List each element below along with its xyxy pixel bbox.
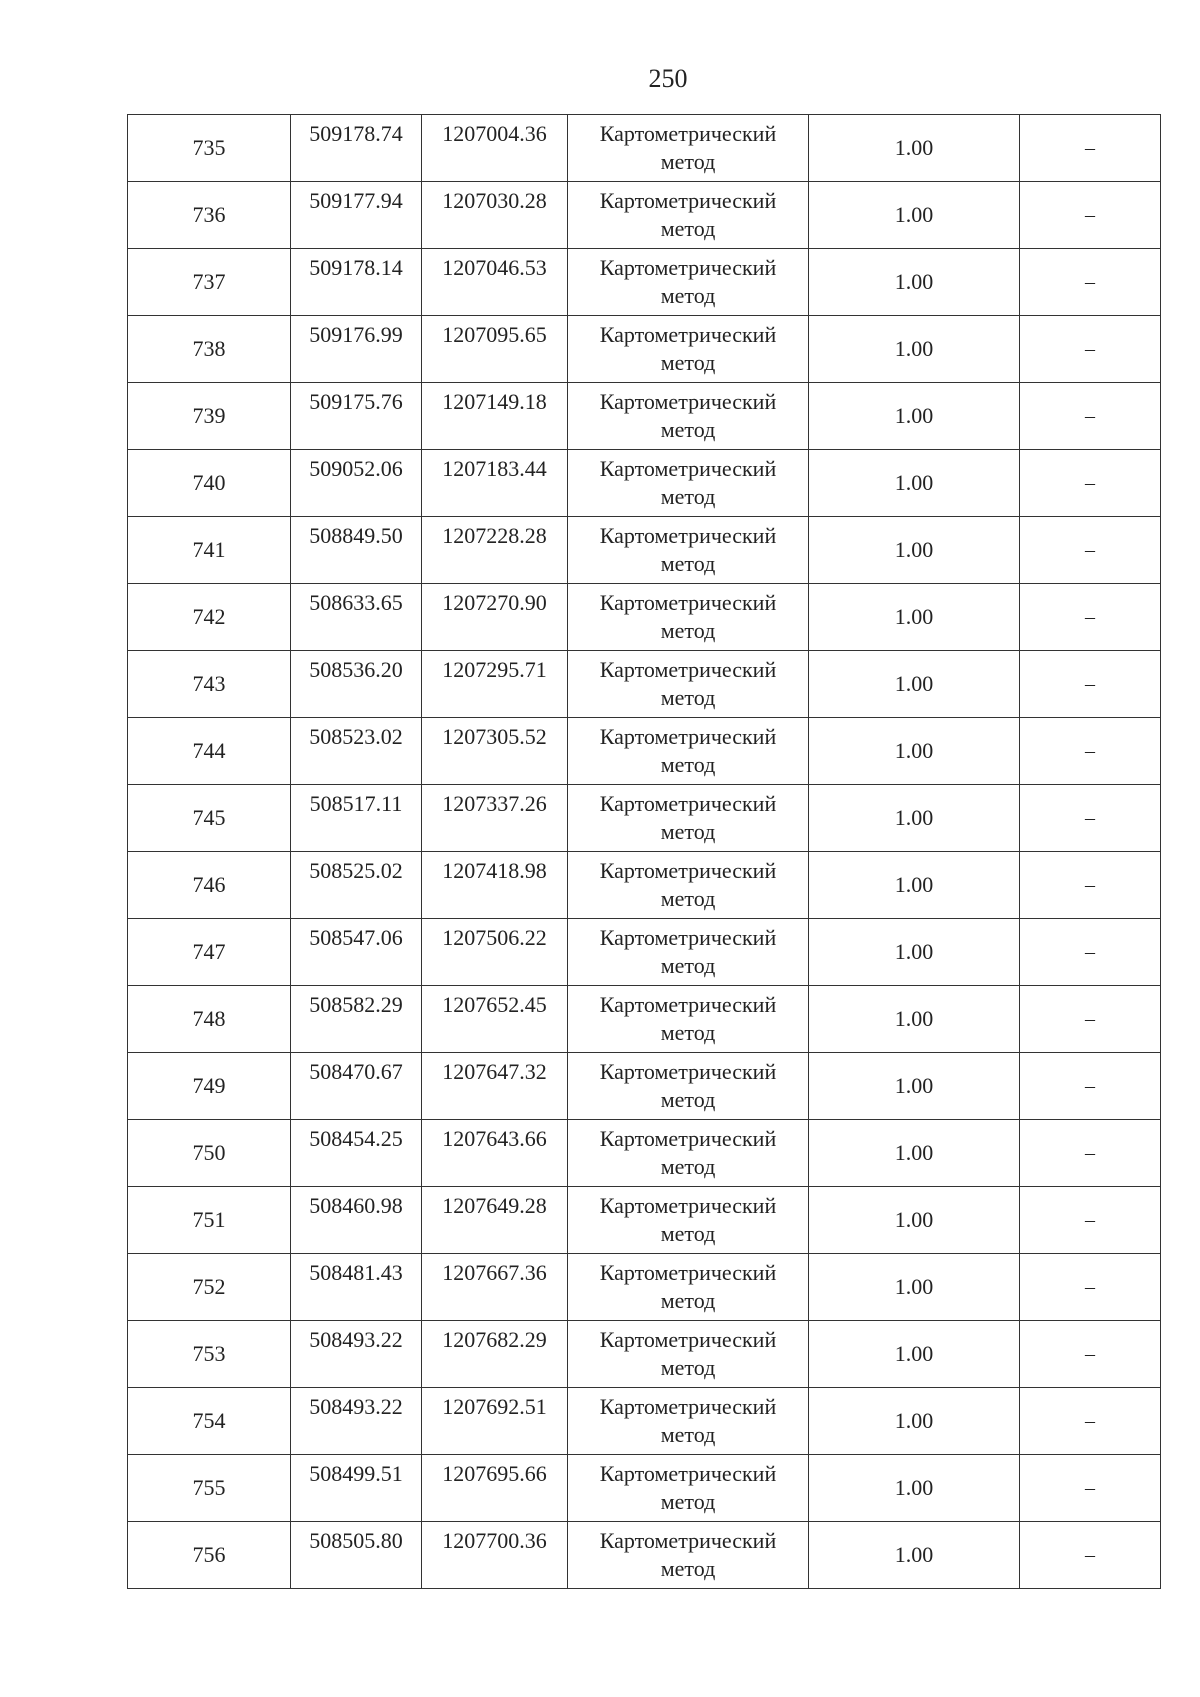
x-coordinate-cell: 509178.14 xyxy=(291,249,422,316)
note-cell: – xyxy=(1020,1187,1161,1254)
method-line-1: Картометрический xyxy=(599,657,777,682)
method-cell xyxy=(568,919,809,986)
method-line-1: Картометрический xyxy=(599,858,777,883)
table-row xyxy=(128,986,1161,1053)
point-number-cell: 751 xyxy=(128,1187,291,1254)
accuracy-cell: 1.00 xyxy=(809,182,1020,249)
method-cell xyxy=(568,316,809,383)
x-coordinate-cell: 508481.43 xyxy=(291,1254,422,1321)
table-row xyxy=(128,919,1161,986)
y-coordinate-cell: 1207095.65 xyxy=(422,316,568,383)
note-cell: – xyxy=(1020,1120,1161,1187)
table-row xyxy=(128,1455,1161,1522)
x-coordinate-cell: 508633.65 xyxy=(291,584,422,651)
point-number-cell: 736 xyxy=(128,182,291,249)
method-line-1: Картометрический xyxy=(599,1126,777,1151)
x-coordinate-cell: 508470.67 xyxy=(291,1053,422,1120)
table-row xyxy=(128,651,1161,718)
accuracy-cell: 1.00 xyxy=(809,852,1020,919)
note-cell: – xyxy=(1020,316,1161,383)
y-coordinate-cell: 1207667.36 xyxy=(422,1254,568,1321)
page-number: 250 xyxy=(648,64,688,93)
method-line-1: Картометрический xyxy=(599,1193,777,1218)
accuracy-cell: 1.00 xyxy=(809,1388,1020,1455)
accuracy-cell: 1.00 xyxy=(809,450,1020,517)
method-line-1: Картометрический xyxy=(599,1059,777,1084)
table-row xyxy=(128,316,1161,383)
point-number-cell: 749 xyxy=(128,1053,291,1120)
point-number-cell: 740 xyxy=(128,450,291,517)
method-line-2: метод xyxy=(660,685,716,710)
method-line-2: метод xyxy=(660,1154,716,1179)
method-line-1: Картометрический xyxy=(599,121,777,146)
point-number-cell: 738 xyxy=(128,316,291,383)
method-cell xyxy=(568,1522,809,1589)
y-coordinate-cell: 1207270.90 xyxy=(422,584,568,651)
y-coordinate-cell: 1207695.66 xyxy=(422,1455,568,1522)
accuracy-cell: 1.00 xyxy=(809,1522,1020,1589)
x-coordinate-cell: 509178.74 xyxy=(291,115,422,182)
y-coordinate-cell: 1207649.28 xyxy=(422,1187,568,1254)
table-row xyxy=(128,249,1161,316)
point-number-cell: 742 xyxy=(128,584,291,651)
method-line-2: метод xyxy=(660,1087,716,1112)
y-coordinate-cell: 1207692.51 xyxy=(422,1388,568,1455)
method-cell xyxy=(568,249,809,316)
point-number-cell: 741 xyxy=(128,517,291,584)
method-line-2: метод xyxy=(660,1355,716,1380)
method-line-1: Картометрический xyxy=(599,1461,777,1486)
method-cell xyxy=(568,450,809,517)
point-number-cell: 737 xyxy=(128,249,291,316)
y-coordinate-cell: 1207643.66 xyxy=(422,1120,568,1187)
accuracy-cell: 1.00 xyxy=(809,1321,1020,1388)
method-line-2: метод xyxy=(660,1489,716,1514)
method-line-1: Картометрический xyxy=(599,322,777,347)
method-line-2: метод xyxy=(660,752,716,777)
accuracy-cell: 1.00 xyxy=(809,249,1020,316)
note-cell: – xyxy=(1020,1388,1161,1455)
method-line-1: Картометрический xyxy=(599,724,777,749)
y-coordinate-cell: 1207004.36 xyxy=(422,115,568,182)
table-row xyxy=(128,718,1161,785)
method-line-2: метод xyxy=(660,216,716,241)
table-row xyxy=(128,115,1161,182)
point-number-cell: 750 xyxy=(128,1120,291,1187)
table-row xyxy=(128,1120,1161,1187)
method-cell xyxy=(568,517,809,584)
method-line-2: метод xyxy=(660,1221,716,1246)
table-row xyxy=(128,1321,1161,1388)
accuracy-cell: 1.00 xyxy=(809,651,1020,718)
note-cell: – xyxy=(1020,115,1161,182)
note-cell: – xyxy=(1020,718,1161,785)
note-cell: – xyxy=(1020,1522,1161,1589)
note-cell: – xyxy=(1020,651,1161,718)
y-coordinate-cell: 1207506.22 xyxy=(422,919,568,986)
method-line-1: Картометрический xyxy=(599,523,777,548)
x-coordinate-cell: 508460.98 xyxy=(291,1187,422,1254)
x-coordinate-cell: 508536.20 xyxy=(291,651,422,718)
method-line-2: метод xyxy=(660,1020,716,1045)
accuracy-cell: 1.00 xyxy=(809,986,1020,1053)
method-cell xyxy=(568,785,809,852)
point-number-cell: 755 xyxy=(128,1455,291,1522)
method-line-1: Картометрический xyxy=(599,255,777,280)
table-row xyxy=(128,584,1161,651)
x-coordinate-cell: 508547.06 xyxy=(291,919,422,986)
accuracy-cell: 1.00 xyxy=(809,383,1020,450)
point-number-cell: 743 xyxy=(128,651,291,718)
table-row xyxy=(128,785,1161,852)
point-number-cell: 748 xyxy=(128,986,291,1053)
y-coordinate-cell: 1207183.44 xyxy=(422,450,568,517)
table-row xyxy=(128,1187,1161,1254)
table-body xyxy=(128,115,1161,1589)
table-row xyxy=(128,383,1161,450)
y-coordinate-cell: 1207228.28 xyxy=(422,517,568,584)
x-coordinate-cell: 508525.02 xyxy=(291,852,422,919)
y-coordinate-cell: 1207682.29 xyxy=(422,1321,568,1388)
method-cell xyxy=(568,651,809,718)
accuracy-cell: 1.00 xyxy=(809,1187,1020,1254)
y-coordinate-cell: 1207418.98 xyxy=(422,852,568,919)
note-cell: – xyxy=(1020,785,1161,852)
note-cell: – xyxy=(1020,1254,1161,1321)
method-cell xyxy=(568,383,809,450)
note-cell: – xyxy=(1020,182,1161,249)
point-number-cell: 756 xyxy=(128,1522,291,1589)
x-coordinate-cell: 508493.22 xyxy=(291,1388,422,1455)
x-coordinate-cell: 508849.50 xyxy=(291,517,422,584)
note-cell: – xyxy=(1020,1053,1161,1120)
point-number-cell: 739 xyxy=(128,383,291,450)
note-cell: – xyxy=(1020,986,1161,1053)
method-line-2: метод xyxy=(660,149,716,174)
method-cell xyxy=(568,1120,809,1187)
note-cell: – xyxy=(1020,919,1161,986)
method-cell xyxy=(568,1187,809,1254)
method-line-2: метод xyxy=(660,283,716,308)
accuracy-cell: 1.00 xyxy=(809,115,1020,182)
x-coordinate-cell: 508493.22 xyxy=(291,1321,422,1388)
method-line-2: метод xyxy=(660,551,716,576)
method-line-1: Картометрический xyxy=(599,590,777,615)
point-number-cell: 752 xyxy=(128,1254,291,1321)
y-coordinate-cell: 1207305.52 xyxy=(422,718,568,785)
table-row xyxy=(128,1053,1161,1120)
method-cell xyxy=(568,1053,809,1120)
note-cell: – xyxy=(1020,249,1161,316)
method-cell xyxy=(568,1321,809,1388)
note-cell: – xyxy=(1020,852,1161,919)
table-row xyxy=(128,1254,1161,1321)
method-line-2: метод xyxy=(660,819,716,844)
accuracy-cell: 1.00 xyxy=(809,517,1020,584)
table-row xyxy=(128,1522,1161,1589)
method-line-1: Картометрический xyxy=(599,791,777,816)
accuracy-cell: 1.00 xyxy=(809,1254,1020,1321)
accuracy-cell: 1.00 xyxy=(809,1455,1020,1522)
method-line-1: Картометрический xyxy=(599,456,777,481)
coordinates-table xyxy=(127,114,1161,1589)
method-line-1: Картометрический xyxy=(599,188,777,213)
point-number-cell: 745 xyxy=(128,785,291,852)
x-coordinate-cell: 508499.51 xyxy=(291,1455,422,1522)
note-cell: – xyxy=(1020,1321,1161,1388)
method-line-2: метод xyxy=(660,1422,716,1447)
table-row xyxy=(128,182,1161,249)
method-line-2: метод xyxy=(660,1288,716,1313)
accuracy-cell: 1.00 xyxy=(809,316,1020,383)
method-line-2: метод xyxy=(660,484,716,509)
table-row xyxy=(128,517,1161,584)
method-line-2: метод xyxy=(660,618,716,643)
method-line-2: метод xyxy=(660,417,716,442)
method-cell xyxy=(568,584,809,651)
point-number-cell: 753 xyxy=(128,1321,291,1388)
point-number-cell: 744 xyxy=(128,718,291,785)
accuracy-cell: 1.00 xyxy=(809,718,1020,785)
y-coordinate-cell: 1207647.32 xyxy=(422,1053,568,1120)
accuracy-cell: 1.00 xyxy=(809,919,1020,986)
table-row xyxy=(128,1388,1161,1455)
method-cell xyxy=(568,182,809,249)
x-coordinate-cell: 508523.02 xyxy=(291,718,422,785)
x-coordinate-cell: 509175.76 xyxy=(291,383,422,450)
method-line-2: метод xyxy=(660,886,716,911)
y-coordinate-cell: 1207337.26 xyxy=(422,785,568,852)
method-line-1: Картометрический xyxy=(599,1528,777,1553)
x-coordinate-cell: 508454.25 xyxy=(291,1120,422,1187)
method-line-2: метод xyxy=(660,1556,716,1581)
y-coordinate-cell: 1207700.36 xyxy=(422,1522,568,1589)
x-coordinate-cell: 509177.94 xyxy=(291,182,422,249)
table-row xyxy=(128,450,1161,517)
method-cell xyxy=(568,115,809,182)
y-coordinate-cell: 1207149.18 xyxy=(422,383,568,450)
point-number-cell: 735 xyxy=(128,115,291,182)
y-coordinate-cell: 1207046.53 xyxy=(422,249,568,316)
x-coordinate-cell: 508505.80 xyxy=(291,1522,422,1589)
x-coordinate-cell: 508517.11 xyxy=(291,785,422,852)
table-row xyxy=(128,852,1161,919)
point-number-cell: 754 xyxy=(128,1388,291,1455)
method-line-1: Картометрический xyxy=(599,1327,777,1352)
y-coordinate-cell: 1207295.71 xyxy=(422,651,568,718)
method-cell xyxy=(568,718,809,785)
accuracy-cell: 1.00 xyxy=(809,785,1020,852)
method-cell xyxy=(568,852,809,919)
accuracy-cell: 1.00 xyxy=(809,584,1020,651)
x-coordinate-cell: 509176.99 xyxy=(291,316,422,383)
point-number-cell: 746 xyxy=(128,852,291,919)
x-coordinate-cell: 509052.06 xyxy=(291,450,422,517)
point-number-cell: 747 xyxy=(128,919,291,986)
method-cell xyxy=(568,1388,809,1455)
x-coordinate-cell: 508582.29 xyxy=(291,986,422,1053)
method-line-1: Картометрический xyxy=(599,992,777,1017)
method-line-1: Картометрический xyxy=(599,389,777,414)
method-cell xyxy=(568,1455,809,1522)
note-cell: – xyxy=(1020,584,1161,651)
method-line-1: Картометрический xyxy=(599,1260,777,1285)
method-line-2: метод xyxy=(660,953,716,978)
note-cell: – xyxy=(1020,450,1161,517)
note-cell: – xyxy=(1020,517,1161,584)
method-line-2: метод xyxy=(660,350,716,375)
accuracy-cell: 1.00 xyxy=(809,1053,1020,1120)
method-line-1: Картометрический xyxy=(599,1394,777,1419)
method-cell xyxy=(568,1254,809,1321)
method-line-1: Картометрический xyxy=(599,925,777,950)
note-cell: – xyxy=(1020,1455,1161,1522)
note-cell: – xyxy=(1020,383,1161,450)
accuracy-cell: 1.00 xyxy=(809,1120,1020,1187)
method-cell xyxy=(568,986,809,1053)
y-coordinate-cell: 1207030.28 xyxy=(422,182,568,249)
y-coordinate-cell: 1207652.45 xyxy=(422,986,568,1053)
